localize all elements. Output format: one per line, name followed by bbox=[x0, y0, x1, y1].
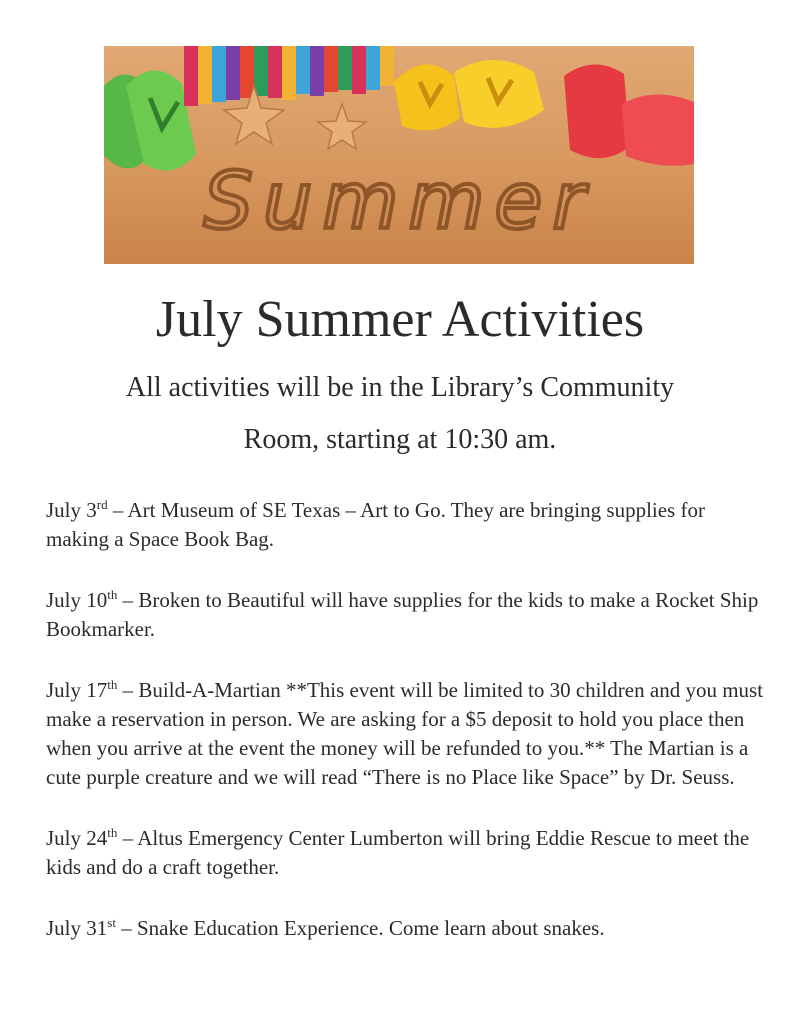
event-july-10 bbox=[46, 586, 766, 644]
event-date-suffix: th bbox=[107, 677, 118, 692]
event-july-24 bbox=[46, 824, 766, 882]
sand-word: Summer bbox=[203, 157, 595, 247]
event-july-3 bbox=[46, 496, 766, 554]
event-list bbox=[46, 496, 766, 975]
event-description: – Art Museum of SE Texas – Art to Go. They are bringing supplies for making a Space Book Bag. bbox=[46, 498, 705, 551]
subtitle-line-1: All activities will be in the Library’s Community bbox=[125, 372, 675, 403]
page-title: July Summer Activities bbox=[155, 291, 645, 348]
event-date: July 17 bbox=[46, 678, 108, 702]
event-july-17 bbox=[46, 676, 766, 792]
event-date: July 31 bbox=[46, 916, 108, 940]
green-flip-flops bbox=[104, 70, 196, 170]
event-date: July 24 bbox=[46, 826, 108, 850]
summer-banner-image bbox=[104, 46, 694, 264]
event-date-suffix: th bbox=[107, 825, 118, 840]
event-description: – Broken to Beautiful will have supplies for the kids to make a Rocket Ship Bookmarker. bbox=[46, 588, 759, 641]
yellow-flip-flops bbox=[394, 60, 544, 131]
event-description: – Altus Emergency Center Lumberton will bring Eddie Rescue to meet the kids and do a craft together. bbox=[46, 826, 750, 879]
event-description: – Build-A-Martian **This event will be limited to 30 children and you must make a reservation in person. We are asking for a $5 deposit to hold you place then when you arrive at the event the money will be refunded to you.** The Martian is a cute purple creature and we will read “There is no Place like Space” by Dr. Seuss. bbox=[46, 678, 764, 789]
event-july-31 bbox=[46, 914, 766, 943]
event-description: – Snake Education Experience. Come learn about snakes. bbox=[115, 916, 605, 940]
event-date: July 10 bbox=[46, 588, 108, 612]
event-date: July 3 bbox=[46, 498, 97, 522]
event-date-suffix: th bbox=[107, 587, 118, 602]
event-date-suffix: st bbox=[107, 915, 116, 930]
event-date-suffix: rd bbox=[96, 497, 108, 512]
subtitle-line-2: Room, starting at 10:30 am. bbox=[243, 424, 557, 455]
